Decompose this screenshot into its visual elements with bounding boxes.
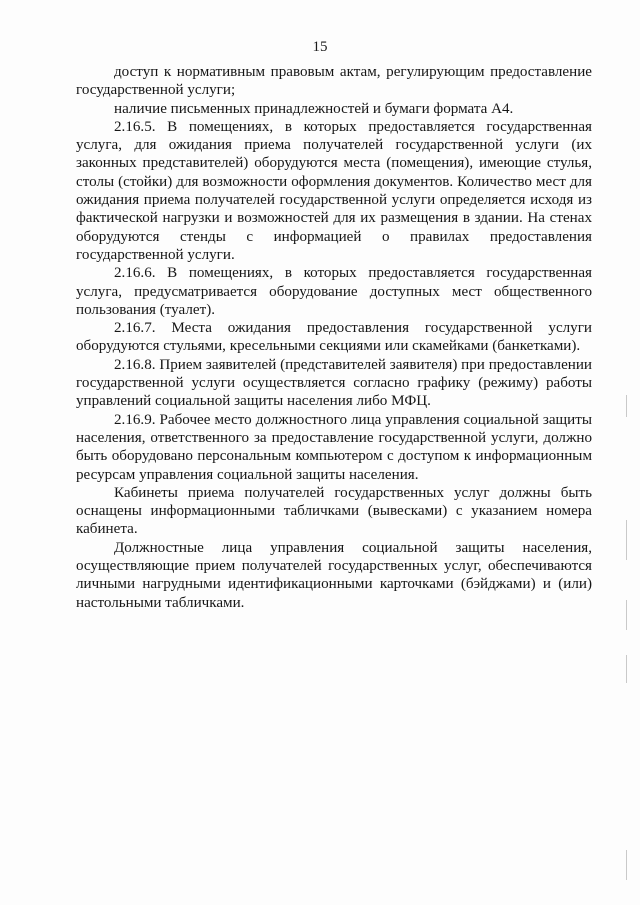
paragraph-cabinets: Кабинеты приема получателей государственных услуг должны быть оснащены информационными табличками (вывесками) с указанием номера кабинета.: [76, 484, 592, 538]
scan-artifact-line: [626, 655, 627, 683]
scan-artifact-line: [626, 520, 627, 560]
paragraph-2: наличие письменных принадлежностей и бумаги формата А4.: [114, 100, 514, 117]
paragraph-1: доступ к нормативным правовым актам, регулирующим предоставление государственной услуги;: [76, 64, 592, 99]
page-number: 15: [312, 39, 328, 55]
paragraph-2-16-6: 2.16.6. В помещениях, в которых предоставляется государственная услуга, предусматривается оборудование доступных мест общественного пользования (туалет).: [76, 265, 592, 318]
scan-artifact-line: [626, 395, 627, 417]
paragraph-officials: Должностные лица управления социальной защиты населения, осуществляющие прием получателей государственных услуг, обеспечиваются личными нагрудными идентификационными карточками (бэйджами) и (или) настольными табличками.: [76, 539, 592, 611]
paragraph-2-16-7: 2.16.7. Места ожидания предоставления государственной услуги оборудуются стульями, кресельными секциями или скамейками (банкетками).: [76, 320, 592, 355]
paragraph-2-16-5: 2.16.5. В помещениях, в которых предоставляется государственная услуга, для ожидания приема получателей государственной услуги (их законных представителей) оборудуются места (помещения), имеющие стулья, столы (стойки) для возможности оформления документов. Количество мест для ожидания приема получателей государственной услуги определяется исходя из фактической нагрузки и возможностей для их размещения в здании. На стенах оборудуются стенды с информацией о правилах предоставления государственной услуги.: [76, 118, 592, 263]
paragraph-2-16-8: 2.16.8. Прием заявителей (представителей заявителя) при предоставлении государственной услуги осуществляется согласно графику (режиму) работы управлений социальной защиты населения либо МФЦ.: [76, 356, 592, 410]
scan-artifact-line: [626, 850, 627, 880]
paragraph-2-16-9: 2.16.9. Рабочее место должностного лица управления социальной защиты населения, ответственного за предоставление государственной услуги, должно быть оборудовано персональным компьютером с доступом к информационным ресурсам управления социальной защиты населения.: [76, 411, 592, 483]
body-text: [76, 63, 592, 612]
scan-artifact-line: [626, 600, 627, 630]
